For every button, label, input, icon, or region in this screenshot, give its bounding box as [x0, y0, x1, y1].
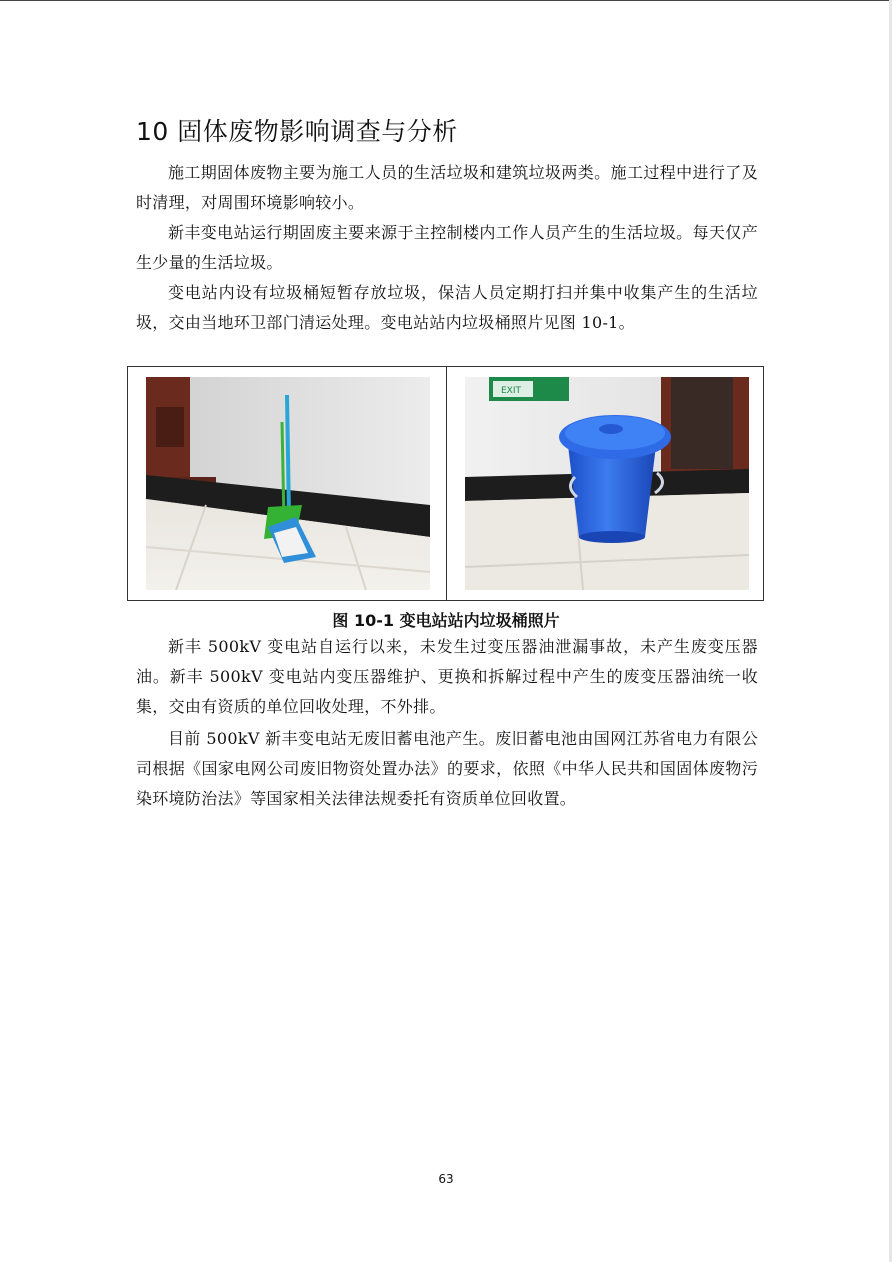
figure-10-1 [127, 366, 764, 601]
paragraph-construction-waste: 施工期固体废物主要为施工人员的生活垃圾和建筑垃圾两类。施工过程中进行了及时清理，对周围环境影响较小。 [136, 163, 758, 212]
page-number: 63 [438, 1172, 454, 1186]
photo-blue-bin [465, 377, 749, 590]
exit-sign-text: EXIT [501, 386, 522, 396]
paragraph-bin-storage: 变电站内设有垃圾桶短暂存放垃圾，保洁人员定期打扫并集中收集产生的生活垃圾，交由当地环卫部门清运处理。变电站站内垃圾桶照片见图 10-1。 [136, 283, 758, 332]
paragraph-batteries: 目前 500kV 新丰变电站无废旧蓄电池产生。废旧蓄电池由国网江苏省电力有限公司根据《国家电网公司废旧物资处置办法》的要求，依照《中华人民共和国固体废物污染环境防治法》等国家相关法律法规委托有资质单位回收置。 [136, 729, 758, 808]
photo-broom-dustpan [146, 377, 430, 590]
figure-divider [446, 367, 447, 600]
top-rule [0, 0, 892, 1]
paragraph-transformer-oil: 新丰 500kV 变电站自运行以来，未发生过变压器油泄漏事故，未产生废变压器油。新丰 500kV 变电站内变压器维护、更换和拆解过程中产生的废变压器油统一收集，交由有资质的单位回收处理，不外排。 [136, 637, 758, 716]
paragraph-operation-waste: 新丰变电站运行期固废主要来源于主控制楼内工作人员产生的生活垃圾。每天仅产生少量的生活垃圾。 [136, 223, 758, 272]
figure-caption: 图 10-1 变电站站内垃圾桶照片 [332, 611, 560, 630]
section-heading: 10 固体废物影响调查与分析 [136, 117, 458, 146]
